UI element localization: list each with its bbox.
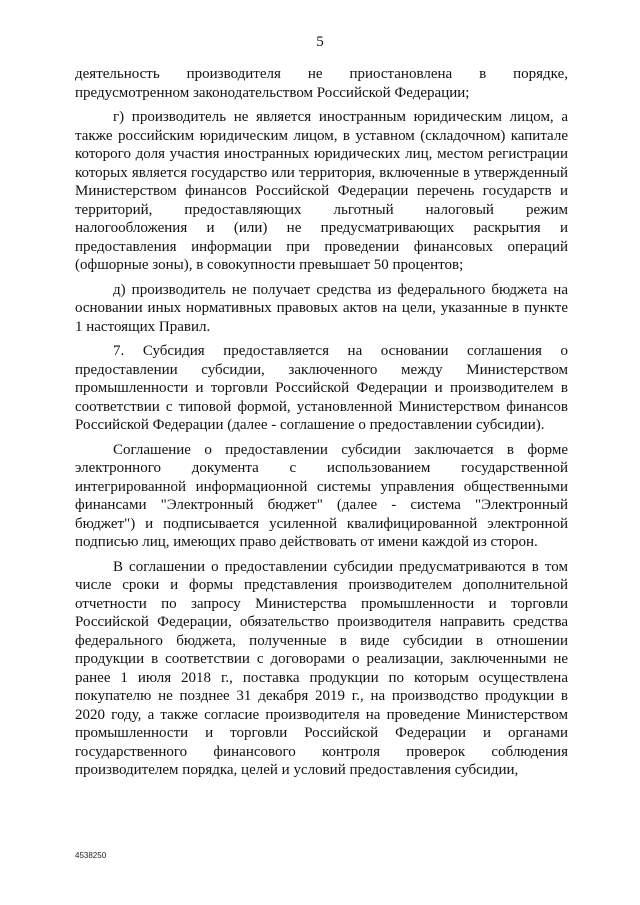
paragraph-item-g: г) производитель не является иностранным юридическим лицом, а также российским юридическим лицом, в уставном (складочном) капитале которого доля участия иностранных юридических лиц, местом регистрации которых является государство или территория, включенные в утвержденный Министерством финансов Российской Федерации перечень государств и территорий, предоставляющих льготный налоговый режим налогообложения и (или) не предусматривающих раскрытия и предоставления информации при проведении финансовых операций (офшорные зоны), в совокупности превышает 50 процентов; <box>75 109 568 273</box>
page-number: 5 <box>316 34 324 50</box>
paragraph-agreement-form: Соглашение о предоставлении субсидии заключается в форме электронного документа с использованием государственной интегрированной информационной системы управления общественными финансами "Электронный бюджет" (далее - система "Электронный бюджет") и подписывается усиленной квалифицированной электронной подписью лиц, имеющих право действовать от имени каждой из сторон. <box>75 441 568 550</box>
paragraph-item-d: д) производитель не получает средства из федерального бюджета на основании иных нормативных правовых актов на цели, указанные в пункте 1 настоящих Правил. <box>75 281 568 335</box>
document-body <box>75 65 568 780</box>
paragraph-agreement-terms: В соглашении о предоставлении субсидии предусматриваются в том числе сроки и формы представления производителем дополнительной отчетности по запросу Министерства промышленности и торговли Российской Федерации, обязательство производителя направить средства федерального бюджета, полученные в виде субсидии в отношении продукции в соответствии с договорами о реализации, заключенными не ранее 1 июля 2018 г., поставка продукции по которым осуществлена покупателю не позднее 31 декабря 2019 г., на производство продукции в 2020 году, а также согласие производителя на проведение Министерством промышленности и торговли Российской Федерации и органами государственного финансового контроля проверок соблюдения производителем порядка, целей и условий предоставления субсидии, <box>75 558 568 778</box>
paragraph-continuation: деятельность производителя не приостановлена в порядке, предусмотренном законодательством Российской Федерации; <box>75 66 568 101</box>
paragraph-section-7: 7. Субсидия предоставляется на основании соглашения о предоставлении субсидии, заключенного между Министерством промышленности и торговли Российской Федерации и производителем в соответствии с типовой формой, установленной Министерством финансов Российской Федерации (далее - соглашение о предоставлении субсидии). <box>75 343 568 433</box>
document-code: 4538250 <box>75 851 107 860</box>
